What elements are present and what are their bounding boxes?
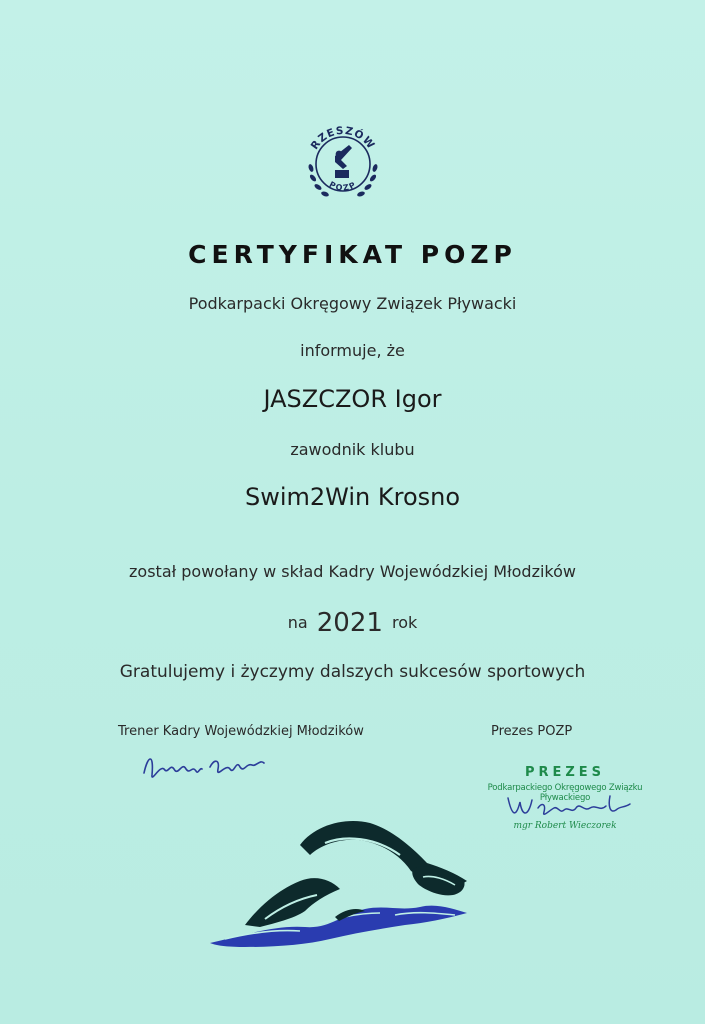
year-suffix: rok [392, 613, 418, 632]
stamp-organization: Podkarpackiego Okręgowego Związku Pływackiego [487, 783, 643, 803]
organization-name: Podkarpacki Okręgowy Związek Pływacki [188, 294, 517, 313]
athlete-name: JASZCZOR Igor [263, 385, 442, 413]
swimmer-illustration [205, 815, 470, 950]
stamp-title: PREZES [524, 765, 606, 780]
club-label: zawodnik klubu [290, 440, 415, 459]
rzeszow-pozp-logo [297, 118, 389, 210]
congratulations-text: Gratulujemy i życzymy dalszych sukcesów sportowych [119, 662, 586, 682]
year-value: 2021 [316, 608, 383, 638]
president-handwritten-signature [500, 788, 635, 824]
coach-signature-label: Trener Kadry Wojewódzkiej Młodzików [118, 724, 364, 739]
svg-text:POZP [328, 180, 359, 193]
coach-handwritten-signature [140, 745, 275, 787]
logo-bottom-text: POZP [327, 179, 359, 193]
stamp-name: mgr Robert Wieczorek [513, 821, 617, 831]
certificate-title: CERTYFIKAT POZP [188, 240, 517, 269]
year-prefix: na [287, 613, 308, 632]
logo-top-text: RZESZÓW [308, 124, 378, 152]
informs-text: informuje, że [300, 341, 405, 360]
svg-text:RZESZÓW [309, 125, 377, 152]
appointment-text: został powołany w skład Kadry Wojewódzkiej Młodzików [129, 562, 576, 581]
club-name: Swim2Win Krosno [244, 483, 461, 511]
year-line [0, 608, 705, 638]
president-signature-label: Prezes POZP [491, 724, 573, 739]
